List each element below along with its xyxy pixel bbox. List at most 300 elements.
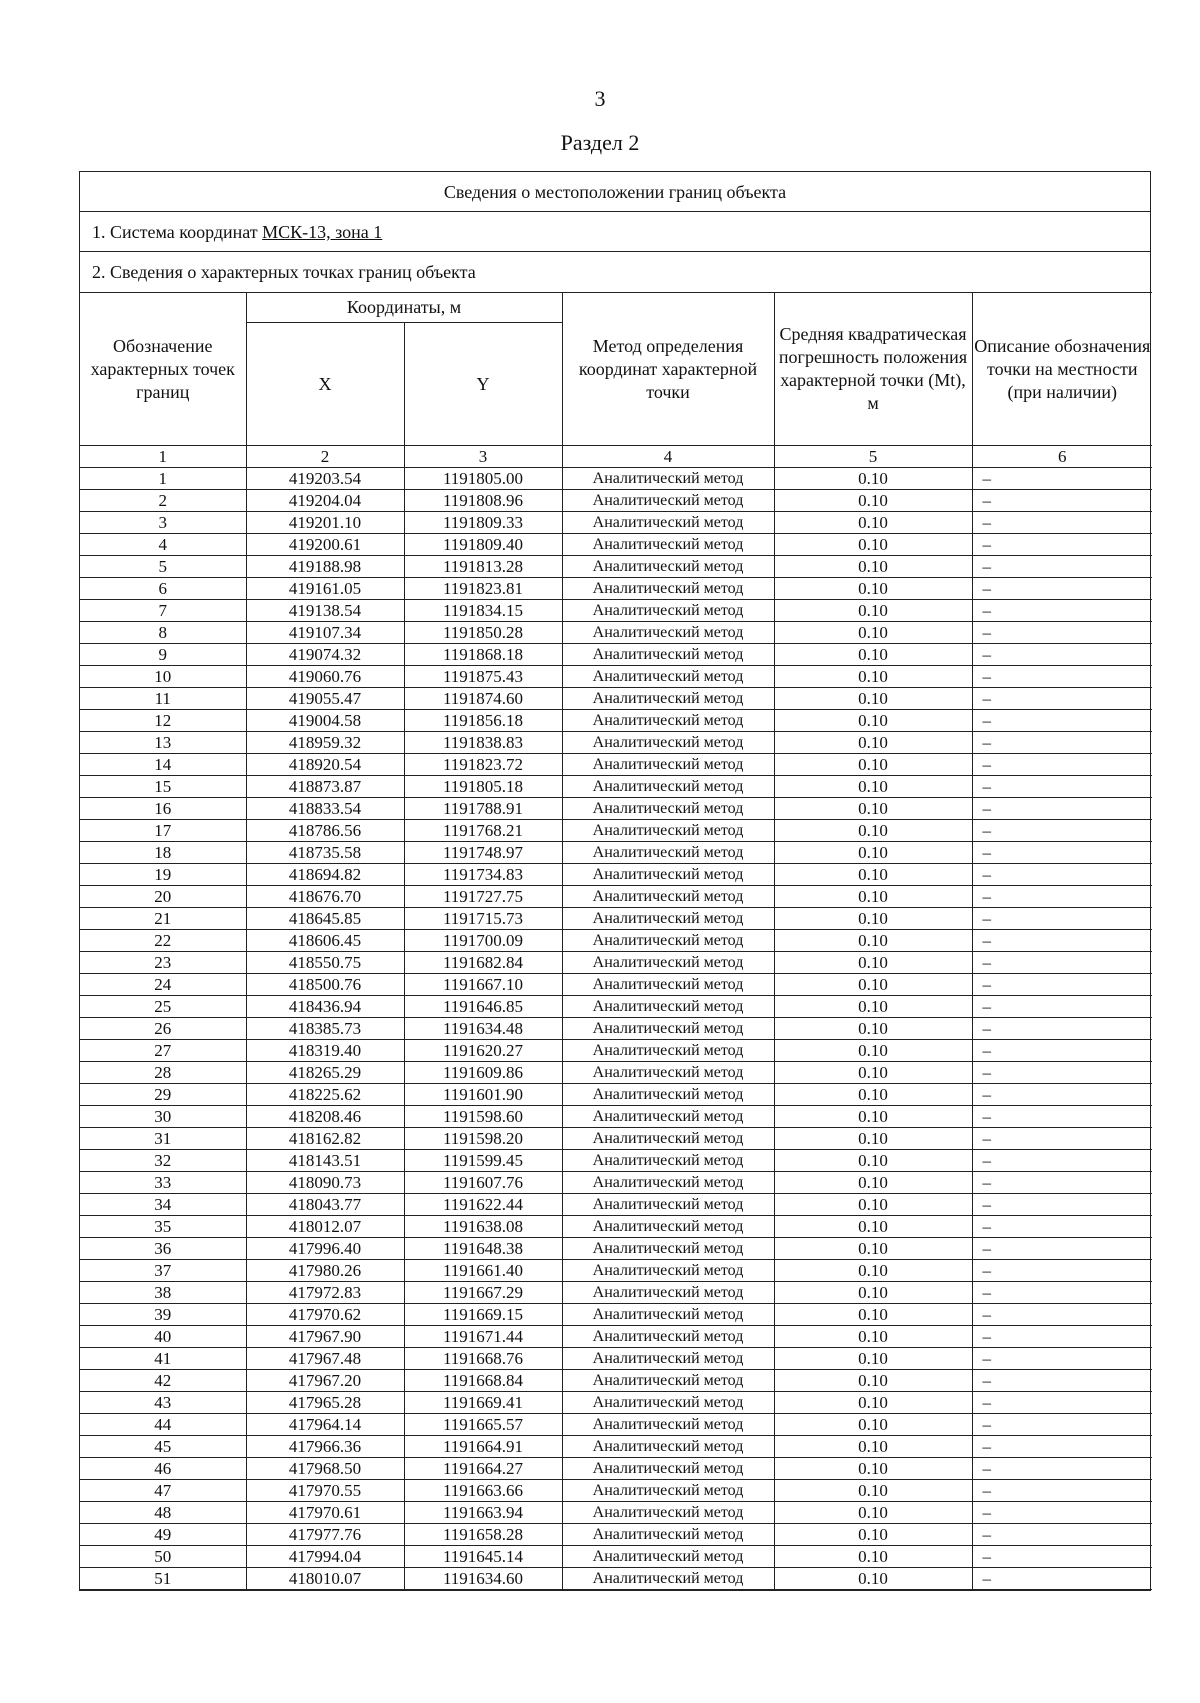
accuracy: 0.10 <box>774 820 972 842</box>
accuracy: 0.10 <box>774 666 972 688</box>
accuracy: 0.10 <box>774 1480 972 1502</box>
x-coordinate: 417972.83 <box>246 1282 404 1304</box>
method: Аналитический метод <box>562 468 774 490</box>
method: Аналитический метод <box>562 842 774 864</box>
point-number: 12 <box>80 710 246 732</box>
x-coordinate: 417980.26 <box>246 1260 404 1282</box>
x-coordinate: 418436.94 <box>246 996 404 1018</box>
description: – <box>972 1260 1152 1282</box>
x-coordinate: 418143.51 <box>246 1150 404 1172</box>
x-coordinate: 418162.82 <box>246 1128 404 1150</box>
point-number: 36 <box>80 1238 246 1260</box>
boundary-table <box>79 171 1151 1591</box>
description: – <box>972 644 1152 666</box>
point-number: 38 <box>80 1282 246 1304</box>
y-coordinate: 1191838.83 <box>404 732 562 754</box>
y-coordinate: 1191634.48 <box>404 1018 562 1040</box>
point-number: 24 <box>80 974 246 996</box>
accuracy: 0.10 <box>774 490 972 512</box>
y-coordinate: 1191808.96 <box>404 490 562 512</box>
point-number: 5 <box>80 556 246 578</box>
y-coordinate: 1191598.20 <box>404 1128 562 1150</box>
coord-system-value: МСК-13, зона 1 <box>262 222 383 242</box>
x-coordinate: 419107.34 <box>246 622 404 644</box>
method: Аналитический метод <box>562 1392 774 1414</box>
column-number: 3 <box>404 446 562 468</box>
table-row <box>80 1172 1152 1194</box>
coord-system-line <box>80 212 1150 252</box>
accuracy: 0.10 <box>774 556 972 578</box>
point-number: 4 <box>80 534 246 556</box>
description: – <box>972 974 1152 996</box>
accuracy: 0.10 <box>774 688 972 710</box>
accuracy: 0.10 <box>774 1502 972 1524</box>
x-coordinate: 418208.46 <box>246 1106 404 1128</box>
y-coordinate: 1191809.33 <box>404 512 562 534</box>
description: – <box>972 666 1152 688</box>
accuracy: 0.10 <box>774 1326 972 1348</box>
section-title: Раздел 2 <box>560 130 640 155</box>
accuracy: 0.10 <box>774 1172 972 1194</box>
x-coordinate: 418606.45 <box>246 930 404 952</box>
x-coordinate: 417967.90 <box>246 1326 404 1348</box>
points-table-body <box>80 468 1152 1590</box>
table-row <box>80 776 1152 798</box>
point-number: 33 <box>80 1172 246 1194</box>
column-number: 6 <box>972 446 1152 468</box>
accuracy: 0.10 <box>774 1524 972 1546</box>
y-coordinate: 1191834.15 <box>404 600 562 622</box>
point-number: 46 <box>80 1458 246 1480</box>
y-coordinate: 1191748.97 <box>404 842 562 864</box>
accuracy: 0.10 <box>774 1348 972 1370</box>
description: – <box>972 1326 1152 1348</box>
method: Аналитический метод <box>562 1458 774 1480</box>
description: – <box>972 1062 1152 1084</box>
description: – <box>972 996 1152 1018</box>
column-number: 5 <box>774 446 972 468</box>
x-coordinate: 418645.85 <box>246 908 404 930</box>
x-coordinate: 417968.50 <box>246 1458 404 1480</box>
x-coordinate: 417965.28 <box>246 1392 404 1414</box>
table-row <box>80 754 1152 776</box>
column-number: 1 <box>80 446 246 468</box>
method: Аналитический метод <box>562 1238 774 1260</box>
y-coordinate: 1191645.14 <box>404 1546 562 1568</box>
x-coordinate: 417970.55 <box>246 1480 404 1502</box>
description: – <box>972 1084 1152 1106</box>
accuracy: 0.10 <box>774 1040 972 1062</box>
x-coordinate: 417967.20 <box>246 1370 404 1392</box>
x-coordinate: 419004.58 <box>246 710 404 732</box>
point-number: 9 <box>80 644 246 666</box>
point-number: 19 <box>80 864 246 886</box>
point-number: 35 <box>80 1216 246 1238</box>
table-row <box>80 996 1152 1018</box>
table-row <box>80 1062 1152 1084</box>
table-row <box>80 1128 1152 1150</box>
method: Аналитический метод <box>562 1128 774 1150</box>
point-number: 25 <box>80 996 246 1018</box>
table-row <box>80 556 1152 578</box>
method: Аналитический метод <box>562 556 774 578</box>
accuracy: 0.10 <box>774 1062 972 1084</box>
y-coordinate: 1191868.18 <box>404 644 562 666</box>
x-coordinate: 419161.05 <box>246 578 404 600</box>
table-row <box>80 644 1152 666</box>
method: Аналитический метод <box>562 776 774 798</box>
method: Аналитический метод <box>562 930 774 952</box>
x-coordinate: 418090.73 <box>246 1172 404 1194</box>
table-row <box>80 886 1152 908</box>
y-coordinate: 1191669.41 <box>404 1392 562 1414</box>
accuracy: 0.10 <box>774 1106 972 1128</box>
point-number: 22 <box>80 930 246 952</box>
y-coordinate: 1191682.84 <box>404 952 562 974</box>
accuracy: 0.10 <box>774 974 972 996</box>
x-coordinate: 417977.76 <box>246 1524 404 1546</box>
description: – <box>972 776 1152 798</box>
y-coordinate: 1191638.08 <box>404 1216 562 1238</box>
header-coordinates: Координаты, м <box>246 293 562 323</box>
description: – <box>972 1458 1152 1480</box>
method: Аналитический метод <box>562 908 774 930</box>
point-number: 50 <box>80 1546 246 1568</box>
table-row <box>80 732 1152 754</box>
table-row <box>80 930 1152 952</box>
table-row <box>80 512 1152 534</box>
y-coordinate: 1191809.40 <box>404 534 562 556</box>
accuracy: 0.10 <box>774 930 972 952</box>
x-coordinate: 419204.04 <box>246 490 404 512</box>
description: – <box>972 864 1152 886</box>
x-coordinate: 418694.82 <box>246 864 404 886</box>
accuracy: 0.10 <box>774 996 972 1018</box>
x-coordinate: 418043.77 <box>246 1194 404 1216</box>
method: Аналитический метод <box>562 622 774 644</box>
table-row <box>80 1084 1152 1106</box>
method: Аналитический метод <box>562 1502 774 1524</box>
description: – <box>972 534 1152 556</box>
description: – <box>972 710 1152 732</box>
y-coordinate: 1191875.43 <box>404 666 562 688</box>
description: – <box>972 688 1152 710</box>
accuracy: 0.10 <box>774 1568 972 1590</box>
description: – <box>972 600 1152 622</box>
x-coordinate: 418385.73 <box>246 1018 404 1040</box>
y-coordinate: 1191874.60 <box>404 688 562 710</box>
point-number: 20 <box>80 886 246 908</box>
method: Аналитический метод <box>562 1282 774 1304</box>
y-coordinate: 1191622.44 <box>404 1194 562 1216</box>
accuracy: 0.10 <box>774 1260 972 1282</box>
point-number: 28 <box>80 1062 246 1084</box>
x-coordinate: 418786.56 <box>246 820 404 842</box>
x-coordinate: 418225.62 <box>246 1084 404 1106</box>
accuracy: 0.10 <box>774 1238 972 1260</box>
x-coordinate: 419060.76 <box>246 666 404 688</box>
page-number: 3 <box>594 86 606 111</box>
x-coordinate: 419138.54 <box>246 600 404 622</box>
point-number: 3 <box>80 512 246 534</box>
table-row <box>80 1524 1152 1546</box>
x-coordinate: 418735.58 <box>246 842 404 864</box>
accuracy: 0.10 <box>774 842 972 864</box>
description: – <box>972 1370 1152 1392</box>
y-coordinate: 1191734.83 <box>404 864 562 886</box>
point-number: 44 <box>80 1414 246 1436</box>
accuracy: 0.10 <box>774 1150 972 1172</box>
description: – <box>972 1568 1152 1590</box>
accuracy: 0.10 <box>774 512 972 534</box>
point-number: 1 <box>80 468 246 490</box>
y-coordinate: 1191768.21 <box>404 820 562 842</box>
point-number: 47 <box>80 1480 246 1502</box>
method: Аналитический метод <box>562 886 774 908</box>
column-number: 4 <box>562 446 774 468</box>
accuracy: 0.10 <box>774 754 972 776</box>
description: – <box>972 468 1152 490</box>
table-row <box>80 842 1152 864</box>
description: – <box>972 1392 1152 1414</box>
point-number: 43 <box>80 1392 246 1414</box>
table-row <box>80 798 1152 820</box>
y-coordinate: 1191715.73 <box>404 908 562 930</box>
x-coordinate: 419203.54 <box>246 468 404 490</box>
point-number: 7 <box>80 600 246 622</box>
table-row <box>80 1392 1152 1414</box>
description: – <box>972 622 1152 644</box>
accuracy: 0.10 <box>774 1304 972 1326</box>
description: – <box>972 1018 1152 1040</box>
accuracy: 0.10 <box>774 710 972 732</box>
x-coordinate: 419201.10 <box>246 512 404 534</box>
column-number-row <box>80 446 1152 468</box>
point-number: 39 <box>80 1304 246 1326</box>
x-coordinate: 418012.07 <box>246 1216 404 1238</box>
point-number: 37 <box>80 1260 246 1282</box>
table-row <box>80 1480 1152 1502</box>
description: – <box>972 1172 1152 1194</box>
method: Аналитический метод <box>562 600 774 622</box>
description: – <box>972 1194 1152 1216</box>
x-coordinate: 418959.32 <box>246 732 404 754</box>
table-row <box>80 820 1152 842</box>
y-coordinate: 1191664.91 <box>404 1436 562 1458</box>
description: – <box>972 732 1152 754</box>
point-number: 23 <box>80 952 246 974</box>
table-row <box>80 600 1152 622</box>
point-number: 8 <box>80 622 246 644</box>
method: Аналитический метод <box>562 754 774 776</box>
point-number: 41 <box>80 1348 246 1370</box>
method: Аналитический метод <box>562 1414 774 1436</box>
method: Аналитический метод <box>562 1062 774 1084</box>
y-coordinate: 1191634.60 <box>404 1568 562 1590</box>
accuracy: 0.10 <box>774 798 972 820</box>
description: – <box>972 556 1152 578</box>
point-number: 32 <box>80 1150 246 1172</box>
point-number: 10 <box>80 666 246 688</box>
table-row <box>80 622 1152 644</box>
y-coordinate: 1191607.76 <box>404 1172 562 1194</box>
accuracy: 0.10 <box>774 908 972 930</box>
description: – <box>972 1304 1152 1326</box>
y-coordinate: 1191700.09 <box>404 930 562 952</box>
header-point-label: Обозначение характерных точек границ <box>80 293 246 446</box>
description: – <box>972 886 1152 908</box>
x-coordinate: 417966.36 <box>246 1436 404 1458</box>
table-row <box>80 578 1152 600</box>
y-coordinate: 1191823.72 <box>404 754 562 776</box>
y-coordinate: 1191663.94 <box>404 1502 562 1524</box>
method: Аналитический метод <box>562 1546 774 1568</box>
accuracy: 0.10 <box>774 468 972 490</box>
accuracy: 0.10 <box>774 1282 972 1304</box>
y-coordinate: 1191667.29 <box>404 1282 562 1304</box>
description: – <box>972 1480 1152 1502</box>
accuracy: 0.10 <box>774 1392 972 1414</box>
accuracy: 0.10 <box>774 1546 972 1568</box>
description: – <box>972 754 1152 776</box>
description: – <box>972 1502 1152 1524</box>
y-coordinate: 1191850.28 <box>404 622 562 644</box>
method: Аналитический метод <box>562 798 774 820</box>
accuracy: 0.10 <box>774 864 972 886</box>
table-row <box>80 1282 1152 1304</box>
method: Аналитический метод <box>562 688 774 710</box>
method: Аналитический метод <box>562 710 774 732</box>
x-coordinate: 417964.14 <box>246 1414 404 1436</box>
table-row <box>80 710 1152 732</box>
x-coordinate: 418873.87 <box>246 776 404 798</box>
table-row <box>80 1238 1152 1260</box>
accuracy: 0.10 <box>774 1458 972 1480</box>
y-coordinate: 1191601.90 <box>404 1084 562 1106</box>
table-row <box>80 490 1152 512</box>
y-coordinate: 1191599.45 <box>404 1150 562 1172</box>
method: Аналитический метод <box>562 1216 774 1238</box>
y-coordinate: 1191805.00 <box>404 468 562 490</box>
table-row <box>80 1458 1152 1480</box>
table-row <box>80 468 1152 490</box>
method: Аналитический метод <box>562 1040 774 1062</box>
x-coordinate: 417970.61 <box>246 1502 404 1524</box>
point-number: 45 <box>80 1436 246 1458</box>
table-row <box>80 1348 1152 1370</box>
method: Аналитический метод <box>562 578 774 600</box>
y-coordinate: 1191788.91 <box>404 798 562 820</box>
accuracy: 0.10 <box>774 1128 972 1150</box>
point-number: 42 <box>80 1370 246 1392</box>
point-number: 51 <box>80 1568 246 1590</box>
method: Аналитический метод <box>562 490 774 512</box>
accuracy: 0.10 <box>774 732 972 754</box>
method: Аналитический метод <box>562 1106 774 1128</box>
method: Аналитический метод <box>562 1348 774 1370</box>
description: – <box>972 820 1152 842</box>
table-row <box>80 1370 1152 1392</box>
point-number: 6 <box>80 578 246 600</box>
description: – <box>972 1524 1152 1546</box>
point-number: 26 <box>80 1018 246 1040</box>
point-number: 15 <box>80 776 246 798</box>
method: Аналитический метод <box>562 512 774 534</box>
method: Аналитический метод <box>562 1370 774 1392</box>
table-row <box>80 864 1152 886</box>
method: Аналитический метод <box>562 952 774 974</box>
y-coordinate: 1191620.27 <box>404 1040 562 1062</box>
method: Аналитический метод <box>562 644 774 666</box>
description: – <box>972 1150 1152 1172</box>
y-coordinate: 1191648.38 <box>404 1238 562 1260</box>
description: – <box>972 1546 1152 1568</box>
method: Аналитический метод <box>562 974 774 996</box>
point-number: 17 <box>80 820 246 842</box>
method: Аналитический метод <box>562 1568 774 1590</box>
table-row <box>80 1018 1152 1040</box>
table-row <box>80 974 1152 996</box>
y-coordinate: 1191646.85 <box>404 996 562 1018</box>
x-coordinate: 417967.48 <box>246 1348 404 1370</box>
table-row <box>80 1150 1152 1172</box>
description: – <box>972 1238 1152 1260</box>
method: Аналитический метод <box>562 1326 774 1348</box>
y-coordinate: 1191813.28 <box>404 556 562 578</box>
method: Аналитический метод <box>562 1018 774 1040</box>
description: – <box>972 1436 1152 1458</box>
accuracy: 0.10 <box>774 578 972 600</box>
table-row <box>80 1216 1152 1238</box>
y-coordinate: 1191805.18 <box>404 776 562 798</box>
accuracy: 0.10 <box>774 600 972 622</box>
point-number: 30 <box>80 1106 246 1128</box>
table-row <box>80 1304 1152 1326</box>
description: – <box>972 490 1152 512</box>
table-row <box>80 1260 1152 1282</box>
method: Аналитический метод <box>562 864 774 886</box>
point-number: 40 <box>80 1326 246 1348</box>
x-coordinate: 418550.75 <box>246 952 404 974</box>
description: – <box>972 1040 1152 1062</box>
accuracy: 0.10 <box>774 644 972 666</box>
y-coordinate: 1191667.10 <box>404 974 562 996</box>
x-coordinate: 419200.61 <box>246 534 404 556</box>
y-coordinate: 1191609.86 <box>404 1062 562 1084</box>
description: – <box>972 512 1152 534</box>
y-coordinate: 1191668.76 <box>404 1348 562 1370</box>
table-row <box>80 688 1152 710</box>
y-coordinate: 1191663.66 <box>404 1480 562 1502</box>
x-coordinate: 419188.98 <box>246 556 404 578</box>
accuracy: 0.10 <box>774 1018 972 1040</box>
method: Аналитический метод <box>562 1150 774 1172</box>
point-number: 27 <box>80 1040 246 1062</box>
x-coordinate: 418319.40 <box>246 1040 404 1062</box>
description: – <box>972 908 1152 930</box>
accuracy: 0.10 <box>774 622 972 644</box>
header-y: Y <box>404 323 562 446</box>
point-number: 29 <box>80 1084 246 1106</box>
x-coordinate: 418833.54 <box>246 798 404 820</box>
method: Аналитический метод <box>562 1480 774 1502</box>
x-coordinate: 418676.70 <box>246 886 404 908</box>
description: – <box>972 952 1152 974</box>
x-coordinate: 418500.76 <box>246 974 404 996</box>
x-coordinate: 417970.62 <box>246 1304 404 1326</box>
point-number: 21 <box>80 908 246 930</box>
x-coordinate: 417996.40 <box>246 1238 404 1260</box>
